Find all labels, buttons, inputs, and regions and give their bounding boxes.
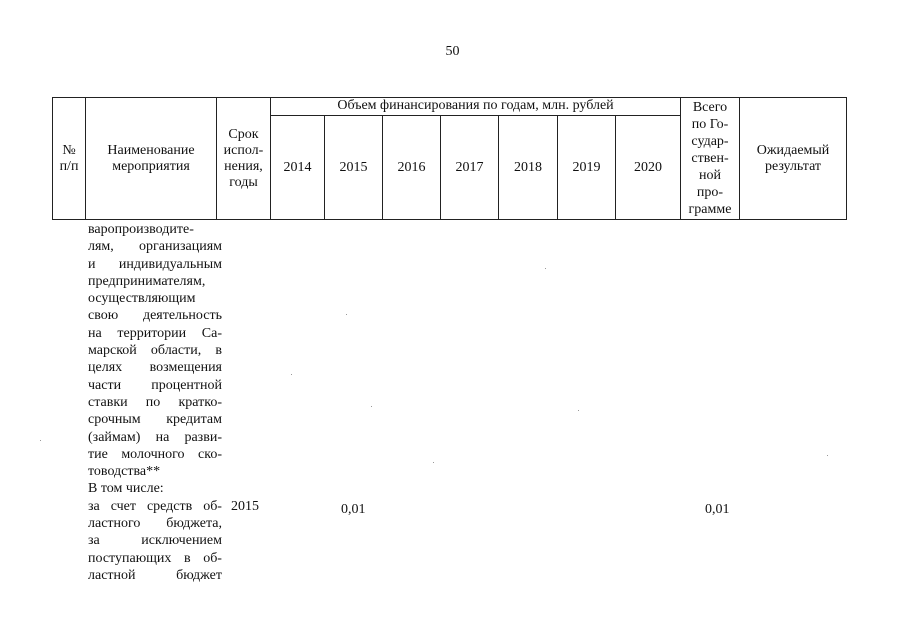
description-line: [88, 446, 222, 463]
description-word: об-: [203, 498, 222, 514]
description-word: части: [88, 377, 122, 393]
header-year-2014: 2014: [283, 159, 312, 175]
description-word: на: [88, 325, 102, 341]
description-line: осуществляющим: [88, 291, 196, 307]
header-name-col: Наименование мероприятия: [107, 142, 195, 174]
description-line: [88, 325, 222, 342]
description-word: процентной: [151, 377, 222, 393]
scan-speck: [827, 455, 828, 456]
description-word: возмещения: [149, 360, 222, 376]
description-line: [88, 256, 222, 273]
description-word: ластного: [88, 516, 141, 532]
scan-speck: [371, 406, 372, 407]
description-line: [88, 567, 222, 584]
description-word: бюджета,: [166, 516, 222, 532]
description-word: целях: [88, 360, 123, 376]
description-word: разви-: [184, 429, 222, 445]
description-word: территории: [117, 325, 187, 341]
description-line: предпринимателям,: [88, 273, 206, 289]
description-word: в: [184, 550, 191, 566]
scan-speck: [40, 440, 41, 441]
scan-speck: [346, 314, 347, 315]
description-line: [88, 377, 222, 394]
header-year-2020: 2020: [634, 159, 662, 175]
description-line: [88, 532, 222, 549]
description-line: [88, 498, 222, 515]
scan-speck: [291, 374, 292, 375]
description-line: [88, 359, 222, 376]
description-word: ставки: [88, 394, 128, 410]
description-word: за: [88, 533, 100, 549]
description-word: лям,: [88, 239, 114, 255]
row-value-2015: 0,01: [341, 502, 366, 517]
description-word: исключением: [141, 533, 222, 549]
description-word: индивидуальным: [118, 256, 222, 272]
description-line: [88, 342, 222, 359]
measure-description: [88, 221, 222, 584]
description-line: [88, 515, 222, 532]
description-word: средств: [146, 498, 193, 514]
page-number: 50: [445, 44, 460, 59]
description-line: варопроизводите-: [88, 222, 194, 237]
description-word: бюджет: [176, 567, 222, 583]
header-year-2017: 2017: [455, 159, 484, 175]
description-line: [88, 394, 222, 411]
description-line: [88, 411, 222, 428]
description-word: организациям: [139, 239, 222, 255]
description-line: [88, 550, 222, 567]
header-financing-title: Объем финансирования по годам, млн. рублей: [337, 98, 614, 113]
description-word: свою: [88, 308, 119, 324]
description-word: (займам): [88, 429, 141, 445]
description-word: по: [145, 394, 161, 410]
scan-speck: [433, 462, 434, 463]
description-word: в: [215, 343, 222, 359]
description-line: В том числе:: [88, 481, 164, 497]
description-line: [88, 429, 222, 446]
description-word: марской: [88, 343, 137, 359]
description-line: товодства**: [88, 464, 161, 480]
description-line: [88, 238, 222, 255]
description-word: поступающих: [88, 550, 172, 566]
description-word: кредитам: [166, 412, 222, 428]
description-word: деятельность: [142, 308, 222, 324]
description-word: области,: [150, 343, 202, 359]
description-word: счет: [110, 498, 136, 514]
description-word: ско-: [198, 446, 222, 462]
description-word: молочного: [121, 446, 185, 462]
description-word: за: [88, 498, 100, 514]
description-word: об-: [203, 550, 222, 566]
table-header: [52, 97, 847, 220]
scan-speck: [578, 410, 579, 411]
description-word: ластной: [88, 567, 136, 583]
description-word: Са-: [201, 325, 222, 341]
description-word: кратко-: [178, 394, 222, 410]
description-word: срочным: [88, 412, 141, 428]
description-word: и: [88, 256, 96, 272]
header-term-col: Срок испол- нения, годы: [223, 126, 264, 190]
description-line: [88, 307, 222, 324]
header-year-2019: 2019: [572, 159, 601, 175]
description-word: тие: [88, 446, 108, 462]
header-year-2016: 2016: [397, 159, 426, 175]
header-year-2015: 2015: [339, 159, 368, 175]
row-term: 2015: [231, 499, 259, 514]
row-total: 0,01: [705, 502, 730, 517]
description-word: на: [155, 429, 170, 445]
header-number-col: № п/п: [59, 142, 79, 174]
header-year-2018: 2018: [514, 159, 542, 175]
header-result-col: Ожидаемый результат: [756, 142, 830, 174]
header-total-col: Всего по Го- судар- ствен- ной про- грамме: [688, 100, 732, 217]
scan-speck: [545, 268, 546, 269]
